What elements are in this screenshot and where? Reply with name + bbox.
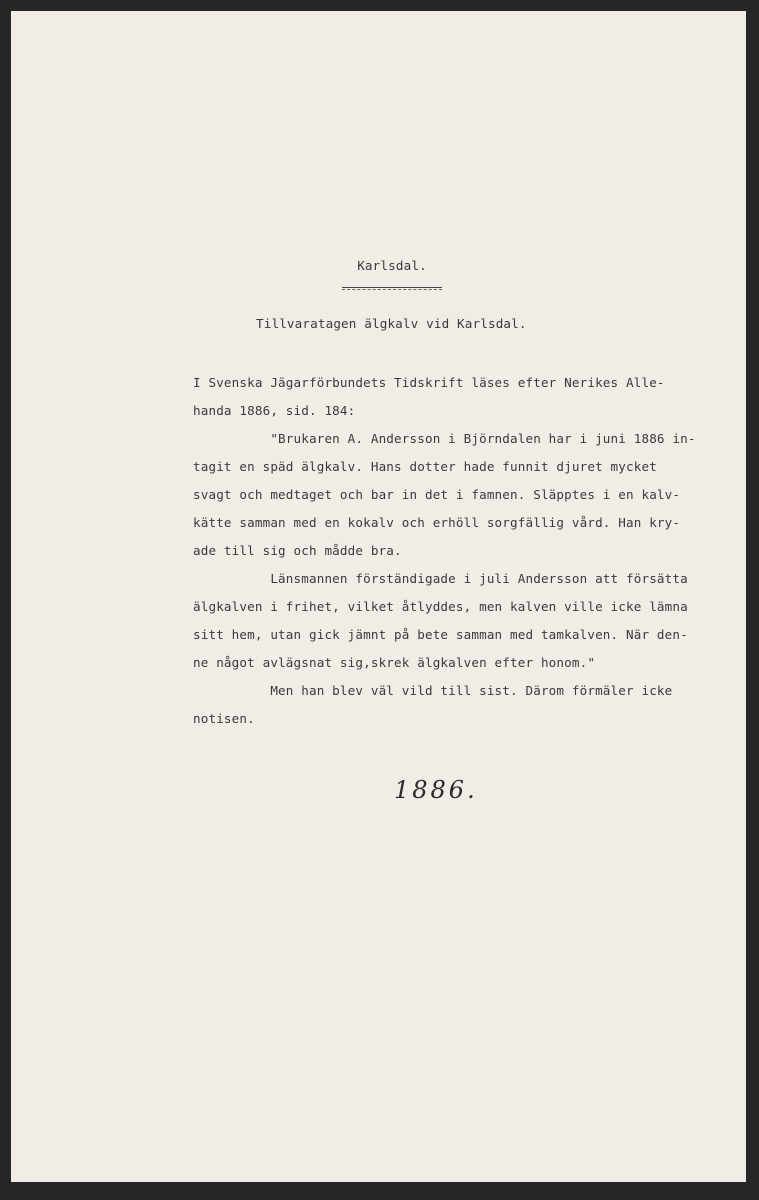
text-line: notisen. xyxy=(193,711,255,726)
text-line: svagt och medtaget och bar in det i famnen. Släpptes i en kalv- xyxy=(193,487,681,502)
text-line: sitt hem, utan gick jämnt på bete samman med tamkalven. När den- xyxy=(193,627,688,642)
text-line: I Svenska Jägarförbundets Tidskrift läses efter Nerikes Alle- xyxy=(193,375,665,390)
text-line: tagit en späd älgkalv. Hans dotter hade funnit djuret mycket xyxy=(193,459,657,474)
text-line: älgkalven i frihet, vilket åtlyddes, men kalven ville icke lämna xyxy=(193,599,688,614)
text-line: Men han blev väl vild till sist. Därom förmäler icke xyxy=(193,683,673,698)
text-line: ne något avlägsnat sig,skrek älgkalven efter honom." xyxy=(193,655,596,670)
document-title: Karlsdal. xyxy=(357,258,427,273)
text-line: Länsmannen förständigade i juli Andersson att försätta xyxy=(193,571,688,586)
text-line: "Brukaren A. Andersson i Björndalen har i juni 1886 in- xyxy=(193,431,696,446)
document-subtitle: Tillvaratagen älgkalv vid Karlsdal. xyxy=(256,316,527,331)
text-line: ade till sig och mådde bra. xyxy=(193,543,402,558)
document-page xyxy=(11,11,746,1182)
text-line: handa 1886, sid. 184: xyxy=(193,403,356,418)
title-underline-dashed xyxy=(342,289,442,290)
handwritten-year: 1886. xyxy=(394,776,478,804)
text-line: kätte samman med en kokalv och erhöll sorgfällig vård. Han kry- xyxy=(193,515,681,530)
title-underline xyxy=(342,287,442,288)
